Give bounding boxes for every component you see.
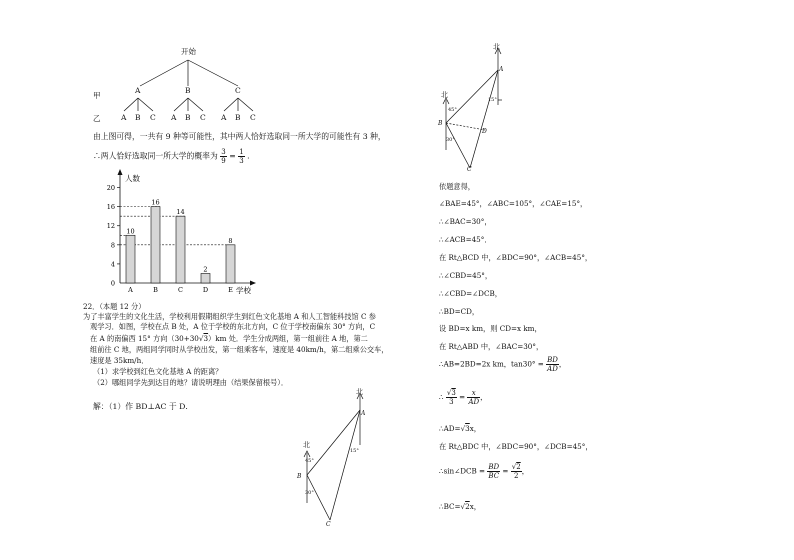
north-label: 北 [356, 388, 363, 396]
segment-bc [446, 123, 470, 168]
sqrt-radicand: 3 [203, 334, 209, 343]
bar-value-label: 10 [126, 227, 135, 236]
point-label-c: C [326, 521, 331, 528]
tree-edge [224, 98, 238, 111]
tan-text: ∴AB=2BD=2x km，tan30° = [439, 359, 544, 369]
point-label-b: B [297, 473, 302, 480]
sqrt-radicand: 3 [465, 424, 470, 433]
sqrt-radicand: 2 [465, 502, 470, 511]
tree-row1-prefix: 甲 [93, 91, 101, 100]
tree-edge [138, 98, 153, 111]
tree-diagram [80, 40, 380, 110]
frac-den: 3 [449, 398, 454, 406]
solution-line-ratio [439, 389, 487, 406]
point-label-a: A [499, 66, 504, 73]
solution-line-ad [439, 424, 481, 433]
tree-edge [124, 98, 138, 111]
tree-root: 开始 [181, 47, 196, 56]
tree-node-l2: A [121, 113, 127, 122]
x-tick-label: A [128, 286, 133, 294]
probability-suffix: . [247, 151, 250, 161]
tree-edge [140, 60, 188, 86]
bar-value-label: 16 [151, 198, 160, 207]
bar [126, 235, 135, 283]
solution-line-sin [439, 463, 529, 480]
problem-line: 组前往 C 地，两组同学同时从学校出发，第一组乘客车，速度是 40km/h，第二组乘公交车， [90, 345, 389, 354]
north-label: 北 [303, 441, 310, 449]
frac-den: BC [488, 472, 500, 480]
tree-node-l1: C [235, 86, 241, 95]
point-label-a: A [361, 410, 366, 417]
angle-label: 15° [350, 448, 359, 454]
tree-node-l2: C [250, 113, 256, 122]
question-2: （2）哪组同学先到达目的地？请说明理由（结果保留根号）． [93, 378, 289, 387]
bar [226, 245, 235, 283]
point-label-b: B [438, 120, 443, 127]
solution-line: 设 BD=x km，则 CD=x km， [439, 324, 542, 333]
problem-line4-part: 在 A 的南偏西 15° 方向（30+30 [90, 334, 199, 343]
angle-label: 30° [305, 490, 314, 496]
sqrt-symbol: √ [460, 502, 466, 511]
bar [201, 273, 210, 283]
solution-line: ∴∠BAC=30°， [439, 217, 492, 226]
bc-text-end: x， [469, 502, 481, 511]
y-tick-label: 12 [106, 222, 115, 231]
angle-label: 15° [488, 97, 497, 103]
therefore: ∴ [439, 392, 444, 402]
fraction-3-9 [220, 148, 226, 165]
geometry-diagram-bottom [290, 385, 380, 530]
solution-line: ∴∠CBD=45°， [439, 271, 493, 280]
frac-den: 2 [513, 472, 519, 480]
x-tick-label: C [178, 286, 183, 294]
sqrt-symbol: √ [511, 463, 517, 471]
solution-line: 在 Rt△BCD 中，∠BDC=90°，∠ACB=45°， [439, 253, 593, 262]
angle-label: 45° [448, 107, 457, 113]
tree-node-l2: A [221, 113, 227, 122]
solution-line: 在 Rt△BDC 中，∠BDC=90°，∠DCB=45°， [439, 442, 593, 451]
segment-ba [307, 410, 360, 475]
y-tick-label: 20 [106, 184, 115, 193]
solution-line-bc [439, 502, 481, 511]
x-axis-label: 学校 [236, 286, 251, 295]
fraction-sqrt3-3 [446, 389, 457, 406]
equals: = [502, 466, 509, 476]
fraction-bd-ad [546, 356, 559, 373]
problem-line: 速度是 35km/h． [90, 356, 149, 365]
tree-edge [188, 98, 203, 111]
bc-text: ∴BC= [439, 502, 461, 511]
frac-num: BD [488, 463, 500, 471]
solution-line: ∠BAE=45°，∠ABC=105°，∠CAE=15°， [439, 199, 588, 208]
punct: ， [521, 466, 529, 476]
tree-node-l2: C [200, 113, 206, 122]
frac-num: x [467, 389, 480, 398]
x-tick-label: E [228, 286, 233, 294]
frac-num: 1 [239, 148, 244, 156]
segment-bc [307, 475, 330, 520]
problem-line: 为了丰富学生的文化生活，学校利用假期组织学生到红色文化基地 A 和人工智能科技馆 C 参 [83, 312, 376, 321]
frac-den: 9 [221, 157, 226, 165]
tree-node-l2: B [185, 113, 191, 122]
tree-row2-prefix: 乙 [93, 114, 101, 123]
bar [176, 216, 185, 283]
bar-value-label: 2 [203, 265, 208, 274]
angle-label: 45° [305, 458, 314, 464]
fraction-x-ad [467, 389, 480, 406]
sqrt-symbol: √ [198, 334, 204, 343]
frac-den: AD [547, 365, 558, 373]
tree-node-l2: A [171, 113, 177, 122]
tree-edge [238, 98, 253, 111]
angle-label: 30° [446, 137, 455, 143]
y-axis-arrow [118, 169, 123, 175]
ad-text-end: x， [469, 424, 481, 433]
bar [151, 207, 160, 283]
sqrt-symbol: √ [460, 424, 466, 433]
y-tick-label: 16 [106, 203, 115, 212]
sin-text: ∴sin∠DCB = [439, 466, 486, 476]
conclusion-text: 由上图可得，一共有 9 种等可能性，其中两人恰好选取同一所大学的可能性有 3 种， [93, 132, 386, 141]
tree-node-l1: B [185, 86, 191, 95]
solution-line: 在 Rt△ABD 中，∠BAC=30°， [439, 342, 544, 351]
solution-line: 依题意得， [439, 182, 475, 191]
solution-line: ∴BD=CD， [439, 307, 480, 316]
punct: ， [480, 392, 488, 402]
bar-value-label: 14 [176, 208, 185, 217]
question-1: （1）求学校到红色文化基地 A 的距离？ [93, 367, 223, 376]
bar-value-label: 8 [228, 236, 233, 245]
tree-node-l2: C [150, 113, 156, 122]
probability-prefix: ∴两人恰好选取同一所大学的概率为 [93, 151, 218, 161]
point-label-d: D [482, 128, 487, 135]
fraction-sqrt2-2 [511, 463, 522, 480]
solution-line: ∴∠CBD=∠DCB， [439, 289, 502, 298]
frac-den: 3 [239, 157, 244, 165]
solution-line: ∴∠ACB=45°． [439, 235, 492, 244]
geometry-diagram-top [430, 40, 510, 180]
tree-node-l1: A [135, 86, 141, 95]
north-label: 北 [441, 91, 448, 99]
equals: = [229, 151, 236, 161]
segment-bd-dashed [446, 123, 485, 130]
sqrt-radicand: 3 [451, 389, 456, 397]
y-tick-label: 8 [110, 241, 115, 250]
problem-line [90, 334, 368, 343]
frac-num: BD [547, 356, 558, 364]
answer-start: 解：（1）作 BD⊥AC 于 D． [93, 402, 194, 411]
problem-line4-part: ）km 处．学生分成两组，第一组前往 A 地，第二 [208, 334, 368, 343]
fraction-bd-bc [487, 463, 500, 480]
segment-ac [330, 410, 360, 520]
x-tick-label: B [153, 286, 158, 294]
tree-node-l2: B [235, 113, 241, 122]
y-tick-label: 0 [110, 279, 115, 288]
frac-den: AD [468, 398, 480, 406]
frac-num: 3 [221, 148, 226, 156]
y-tick-label: 4 [110, 260, 115, 269]
solution-line-tan30 [439, 356, 566, 373]
tree-edge [174, 98, 188, 111]
problem-line: 观学习．如图，学校在点 B 处，A 位于学校的东北方向，C 位于学校南偏东 30° 方向，C [90, 322, 376, 331]
probability-line [93, 148, 250, 165]
bar-chart [90, 170, 290, 295]
sqrt-symbol: √ [446, 389, 452, 397]
point-label-c: C [467, 166, 472, 173]
x-tick-label: D [202, 286, 209, 294]
tree-edge [188, 60, 238, 86]
fraction-1-3 [238, 148, 244, 165]
north-label: 北 [493, 43, 500, 51]
problem-heading: 22．（本题 12 分） [83, 302, 146, 311]
x-axis-arrow [250, 281, 256, 286]
ad-text: ∴AD= [439, 424, 461, 433]
punct: ， [558, 359, 567, 369]
tree-node-l2: B [135, 113, 141, 122]
sqrt-radicand: 2 [516, 463, 521, 471]
equals: = [459, 392, 466, 402]
y-axis-label: 人数 [125, 174, 140, 183]
